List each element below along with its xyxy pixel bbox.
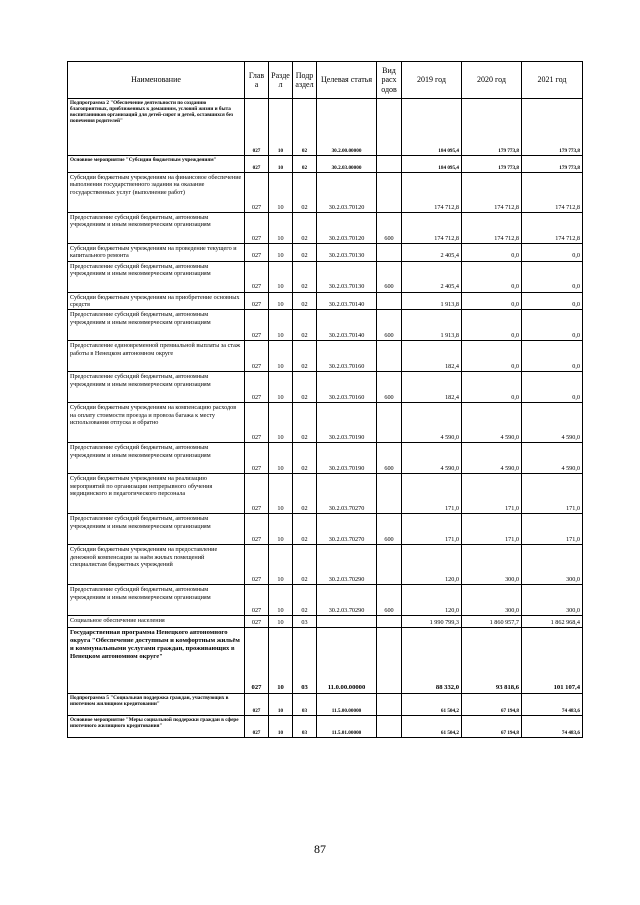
row-amount-2020: 93 818,6 bbox=[462, 628, 522, 694]
row-chapter: 027 bbox=[245, 310, 269, 341]
budget-table bbox=[67, 61, 583, 738]
row-amount-2021: 74 483,6 bbox=[522, 694, 583, 716]
row-chapter: 027 bbox=[245, 443, 269, 474]
row-amount-2019: 184 095,4 bbox=[402, 156, 462, 173]
row-amount-2021: 0,0 bbox=[522, 261, 583, 292]
row-amount-2021: 171,0 bbox=[522, 514, 583, 545]
row-amount-2020: 67 194,8 bbox=[462, 716, 522, 738]
row-chapter: 027 bbox=[245, 292, 269, 310]
row-expense-type bbox=[377, 694, 402, 716]
row-chapter: 027 bbox=[245, 99, 269, 156]
row-expense-type bbox=[377, 99, 402, 156]
table-row bbox=[68, 474, 583, 514]
row-amount-2020: 0,0 bbox=[462, 310, 522, 341]
row-name: Подпрограмма 2 "Обеспечение деятельности по созданию благоприятных, приближенных к домашним, условий жизни и быта воспитанников организаций для детей-сирот и детей, оставшихся без попечения родителей" bbox=[68, 99, 245, 156]
row-section: 10 bbox=[269, 261, 293, 292]
row-target: 30.2.03.70190 bbox=[317, 403, 377, 443]
row-amount-2019: 1 990 799,3 bbox=[402, 616, 462, 628]
table-row bbox=[68, 244, 583, 262]
row-target: 30.2.03.70140 bbox=[317, 310, 377, 341]
header-section: Разде л bbox=[269, 62, 293, 99]
row-amount-2020: 0,0 bbox=[462, 341, 522, 372]
row-section: 10 bbox=[269, 173, 293, 213]
row-amount-2019: 61 504,2 bbox=[402, 694, 462, 716]
row-amount-2021: 179 773,8 bbox=[522, 156, 583, 173]
row-target: 30.2.03.70120 bbox=[317, 173, 377, 213]
row-target: 30.2.03.70160 bbox=[317, 341, 377, 372]
row-amount-2019: 1 913,8 bbox=[402, 310, 462, 341]
row-amount-2019: 88 332,0 bbox=[402, 628, 462, 694]
row-expense-type: 600 bbox=[377, 213, 402, 244]
row-subsection: 02 bbox=[293, 310, 317, 341]
row-amount-2020: 4 590,0 bbox=[462, 443, 522, 474]
row-amount-2019: 4 590,0 bbox=[402, 403, 462, 443]
row-chapter: 027 bbox=[245, 585, 269, 616]
row-amount-2021: 4 590,0 bbox=[522, 403, 583, 443]
table-row bbox=[68, 545, 583, 585]
row-section: 10 bbox=[269, 341, 293, 372]
row-subsection: 03 bbox=[293, 716, 317, 738]
table-row bbox=[68, 261, 583, 292]
row-amount-2020: 300,0 bbox=[462, 585, 522, 616]
row-amount-2019: 2 405,4 bbox=[402, 261, 462, 292]
row-amount-2021: 0,0 bbox=[522, 244, 583, 262]
row-target: 11.5.01.00000 bbox=[317, 716, 377, 738]
row-expense-type: 600 bbox=[377, 585, 402, 616]
row-chapter: 027 bbox=[245, 716, 269, 738]
row-amount-2020: 1 860 957,7 bbox=[462, 616, 522, 628]
row-amount-2021: 174 712,8 bbox=[522, 213, 583, 244]
row-target: 30.2.03.70120 bbox=[317, 213, 377, 244]
row-chapter: 027 bbox=[245, 261, 269, 292]
row-amount-2021: 74 483,6 bbox=[522, 716, 583, 738]
row-name: Подпрограмма 5 "Социальная поддержка граждан, участвующих в ипотечном жилищном кредитовании" bbox=[68, 694, 245, 716]
row-amount-2021: 0,0 bbox=[522, 372, 583, 403]
header-subsection: Подр аздел bbox=[293, 62, 317, 99]
row-amount-2021: 300,0 bbox=[522, 545, 583, 585]
row-expense-type bbox=[377, 341, 402, 372]
row-amount-2019: 61 504,2 bbox=[402, 716, 462, 738]
row-amount-2020: 0,0 bbox=[462, 292, 522, 310]
row-amount-2021: 0,0 bbox=[522, 310, 583, 341]
row-amount-2021: 101 107,4 bbox=[522, 628, 583, 694]
row-name: Государственная программа Ненецкого автономного округа "Обеспечение доступным и комфортным жильём и коммунальными услугами граждан, проживающих в Ненецком автономном округе" bbox=[68, 628, 245, 694]
row-expense-type bbox=[377, 628, 402, 694]
row-target: 30.2.03.70140 bbox=[317, 292, 377, 310]
row-section: 10 bbox=[269, 99, 293, 156]
row-amount-2019: 120,0 bbox=[402, 545, 462, 585]
row-name: Предоставление единовременной премиальной выплаты за стаж работы в Ненецком автономном округе bbox=[68, 341, 245, 372]
table-row bbox=[68, 292, 583, 310]
table-row bbox=[68, 372, 583, 403]
row-amount-2019: 184 095,4 bbox=[402, 99, 462, 156]
row-chapter: 027 bbox=[245, 403, 269, 443]
row-chapter: 027 bbox=[245, 474, 269, 514]
row-section: 10 bbox=[269, 403, 293, 443]
row-subsection: 03 bbox=[293, 694, 317, 716]
row-subsection: 02 bbox=[293, 99, 317, 156]
row-target: 30.2.03.70270 bbox=[317, 474, 377, 514]
row-amount-2021: 1 862 968,4 bbox=[522, 616, 583, 628]
row-subsection: 02 bbox=[293, 173, 317, 213]
row-section: 10 bbox=[269, 443, 293, 474]
row-name: Предоставление субсидий бюджетным, автономным учреждениям и иным некоммерческим организациям bbox=[68, 261, 245, 292]
row-target: 30.2.00.00000 bbox=[317, 99, 377, 156]
row-subsection: 02 bbox=[293, 514, 317, 545]
row-amount-2019: 4 590,0 bbox=[402, 443, 462, 474]
row-subsection: 02 bbox=[293, 372, 317, 403]
row-target: 11.5.00.00000 bbox=[317, 694, 377, 716]
row-subsection: 02 bbox=[293, 341, 317, 372]
row-amount-2020: 171,0 bbox=[462, 514, 522, 545]
row-section: 10 bbox=[269, 514, 293, 545]
table-row bbox=[68, 694, 583, 716]
row-section: 10 bbox=[269, 616, 293, 628]
row-amount-2020: 179 773,8 bbox=[462, 156, 522, 173]
row-amount-2019: 174 712,8 bbox=[402, 213, 462, 244]
row-chapter: 027 bbox=[245, 213, 269, 244]
row-expense-type bbox=[377, 292, 402, 310]
row-amount-2021: 0,0 bbox=[522, 292, 583, 310]
row-name: Субсидии бюджетным учреждениям на финансовое обеспечение выполнения государственного задания на оказание государственных услуг (выполнение работ) bbox=[68, 173, 245, 213]
row-expense-type bbox=[377, 545, 402, 585]
row-section: 10 bbox=[269, 694, 293, 716]
row-name: Основное мероприятие "Меры социальной поддержки граждан в сфере ипотечного жилищного кредитования" bbox=[68, 716, 245, 738]
row-subsection: 02 bbox=[293, 545, 317, 585]
row-amount-2020: 171,0 bbox=[462, 474, 522, 514]
row-expense-type bbox=[377, 244, 402, 262]
row-amount-2019: 2 405,4 bbox=[402, 244, 462, 262]
row-amount-2019: 174 712,8 bbox=[402, 173, 462, 213]
row-subsection: 02 bbox=[293, 156, 317, 173]
table-header-row bbox=[68, 62, 583, 99]
row-section: 10 bbox=[269, 585, 293, 616]
table-row bbox=[68, 341, 583, 372]
header-target: Целевая статья bbox=[317, 62, 377, 99]
row-expense-type bbox=[377, 716, 402, 738]
row-section: 10 bbox=[269, 213, 293, 244]
row-amount-2020: 300,0 bbox=[462, 545, 522, 585]
row-amount-2020: 179 773,8 bbox=[462, 99, 522, 156]
row-amount-2019: 171,0 bbox=[402, 474, 462, 514]
row-subsection: 02 bbox=[293, 292, 317, 310]
row-name: Предоставление субсидий бюджетным, автономным учреждениям и иным некоммерческим организациям bbox=[68, 213, 245, 244]
row-chapter: 027 bbox=[245, 156, 269, 173]
row-chapter: 027 bbox=[245, 244, 269, 262]
table-row bbox=[68, 716, 583, 738]
row-amount-2020: 0,0 bbox=[462, 372, 522, 403]
row-target: 11.0.00.00000 bbox=[317, 628, 377, 694]
row-section: 10 bbox=[269, 545, 293, 585]
header-name: Наименование bbox=[68, 62, 245, 99]
row-chapter: 027 bbox=[245, 173, 269, 213]
row-name: Субсидии бюджетным учреждениям на проведение текущего и капитального ремонта bbox=[68, 244, 245, 262]
row-target bbox=[317, 616, 377, 628]
row-subsection: 02 bbox=[293, 443, 317, 474]
row-target: 30.2.03.70160 bbox=[317, 372, 377, 403]
table-row bbox=[68, 628, 583, 694]
row-chapter: 027 bbox=[245, 514, 269, 545]
row-subsection: 02 bbox=[293, 585, 317, 616]
row-name: Предоставление субсидий бюджетным, автономным учреждениям и иным некоммерческим организациям bbox=[68, 443, 245, 474]
row-target: 30.2.03.70190 bbox=[317, 443, 377, 474]
row-subsection: 02 bbox=[293, 244, 317, 262]
header-2019: 2019 год bbox=[402, 62, 462, 99]
row-name: Предоставление субсидий бюджетным, автономным учреждениям и иным некоммерческим организациям bbox=[68, 514, 245, 545]
row-name: Предоставление субсидий бюджетным, автономным учреждениям и иным некоммерческим организациям bbox=[68, 585, 245, 616]
row-target: 30.2.03.00000 bbox=[317, 156, 377, 173]
header-expense-type: Вид расх одов bbox=[377, 62, 402, 99]
row-subsection: 02 bbox=[293, 403, 317, 443]
row-subsection: 02 bbox=[293, 213, 317, 244]
table-row bbox=[68, 585, 583, 616]
row-amount-2021: 179 773,8 bbox=[522, 99, 583, 156]
table-row bbox=[68, 156, 583, 173]
row-name: Субсидии бюджетным учреждениям на приобретение основных средств bbox=[68, 292, 245, 310]
row-chapter: 027 bbox=[245, 616, 269, 628]
table-row bbox=[68, 310, 583, 341]
row-chapter: 027 bbox=[245, 372, 269, 403]
row-subsection: 03 bbox=[293, 616, 317, 628]
row-subsection: 02 bbox=[293, 474, 317, 514]
row-amount-2019: 182,4 bbox=[402, 341, 462, 372]
row-target: 30.2.03.70130 bbox=[317, 244, 377, 262]
row-amount-2020: 4 590,0 bbox=[462, 403, 522, 443]
row-expense-type: 600 bbox=[377, 372, 402, 403]
row-expense-type bbox=[377, 616, 402, 628]
row-target: 30.2.03.70290 bbox=[317, 585, 377, 616]
row-name: Основное мероприятие "Субсидии бюджетным учреждениям" bbox=[68, 156, 245, 173]
row-name: Предоставление субсидий бюджетным, автономным учреждениям и иным некоммерческим организациям bbox=[68, 310, 245, 341]
row-amount-2021: 174 712,8 bbox=[522, 173, 583, 213]
header-chapter: Глав а bbox=[245, 62, 269, 99]
row-amount-2021: 0,0 bbox=[522, 341, 583, 372]
row-chapter: 027 bbox=[245, 628, 269, 694]
row-amount-2020: 0,0 bbox=[462, 244, 522, 262]
row-amount-2021: 171,0 bbox=[522, 474, 583, 514]
table-body bbox=[68, 99, 583, 738]
row-subsection: 03 bbox=[293, 628, 317, 694]
header-2020: 2020 год bbox=[462, 62, 522, 99]
table-row bbox=[68, 443, 583, 474]
row-section: 10 bbox=[269, 716, 293, 738]
table-row bbox=[68, 616, 583, 628]
row-amount-2019: 171,0 bbox=[402, 514, 462, 545]
row-name: Субсидии бюджетным учреждениям на реализацию мероприятий по организации непрерывного обучения медицинского и педагогического персонала bbox=[68, 474, 245, 514]
row-expense-type: 600 bbox=[377, 514, 402, 545]
table-row bbox=[68, 99, 583, 156]
row-expense-type bbox=[377, 474, 402, 514]
table-row bbox=[68, 173, 583, 213]
row-amount-2019: 1 913,8 bbox=[402, 292, 462, 310]
row-amount-2020: 0,0 bbox=[462, 261, 522, 292]
row-name: Предоставление субсидий бюджетным, автономным учреждениям и иным некоммерческим организациям bbox=[68, 372, 245, 403]
row-name: Субсидии бюджетным учреждениям на компенсацию расходов на оплату стоимости проезда и провоза багажа к месту использования отпуска и обратно bbox=[68, 403, 245, 443]
row-expense-type: 600 bbox=[377, 443, 402, 474]
table-row bbox=[68, 213, 583, 244]
row-section: 10 bbox=[269, 372, 293, 403]
row-expense-type: 600 bbox=[377, 261, 402, 292]
row-expense-type bbox=[377, 156, 402, 173]
row-chapter: 027 bbox=[245, 694, 269, 716]
row-amount-2020: 67 194,8 bbox=[462, 694, 522, 716]
table-row bbox=[68, 514, 583, 545]
row-subsection: 02 bbox=[293, 261, 317, 292]
row-section: 10 bbox=[269, 292, 293, 310]
row-amount-2019: 182,4 bbox=[402, 372, 462, 403]
row-target: 30.2.03.70130 bbox=[317, 261, 377, 292]
row-amount-2020: 174 712,8 bbox=[462, 173, 522, 213]
row-amount-2019: 120,0 bbox=[402, 585, 462, 616]
row-expense-type: 600 bbox=[377, 310, 402, 341]
row-name: Субсидии бюджетным учреждениям на предоставление денежной компенсации за наём жилых помещений специалистам бюджетных учреждений bbox=[68, 545, 245, 585]
page-number: 87 bbox=[314, 842, 326, 856]
row-section: 10 bbox=[269, 244, 293, 262]
header-2021: 2021 год bbox=[522, 62, 583, 99]
table-row bbox=[68, 403, 583, 443]
row-section: 10 bbox=[269, 474, 293, 514]
row-section: 10 bbox=[269, 156, 293, 173]
row-section: 10 bbox=[269, 628, 293, 694]
row-chapter: 027 bbox=[245, 545, 269, 585]
row-target: 30.2.03.70270 bbox=[317, 514, 377, 545]
row-chapter: 027 bbox=[245, 341, 269, 372]
row-name: Социальное обеспечение населения bbox=[68, 616, 245, 628]
row-amount-2020: 174 712,8 bbox=[462, 213, 522, 244]
row-amount-2021: 300,0 bbox=[522, 585, 583, 616]
row-target: 30.2.03.70290 bbox=[317, 545, 377, 585]
row-section: 10 bbox=[269, 310, 293, 341]
row-expense-type bbox=[377, 173, 402, 213]
row-expense-type bbox=[377, 403, 402, 443]
row-amount-2021: 4 590,0 bbox=[522, 443, 583, 474]
